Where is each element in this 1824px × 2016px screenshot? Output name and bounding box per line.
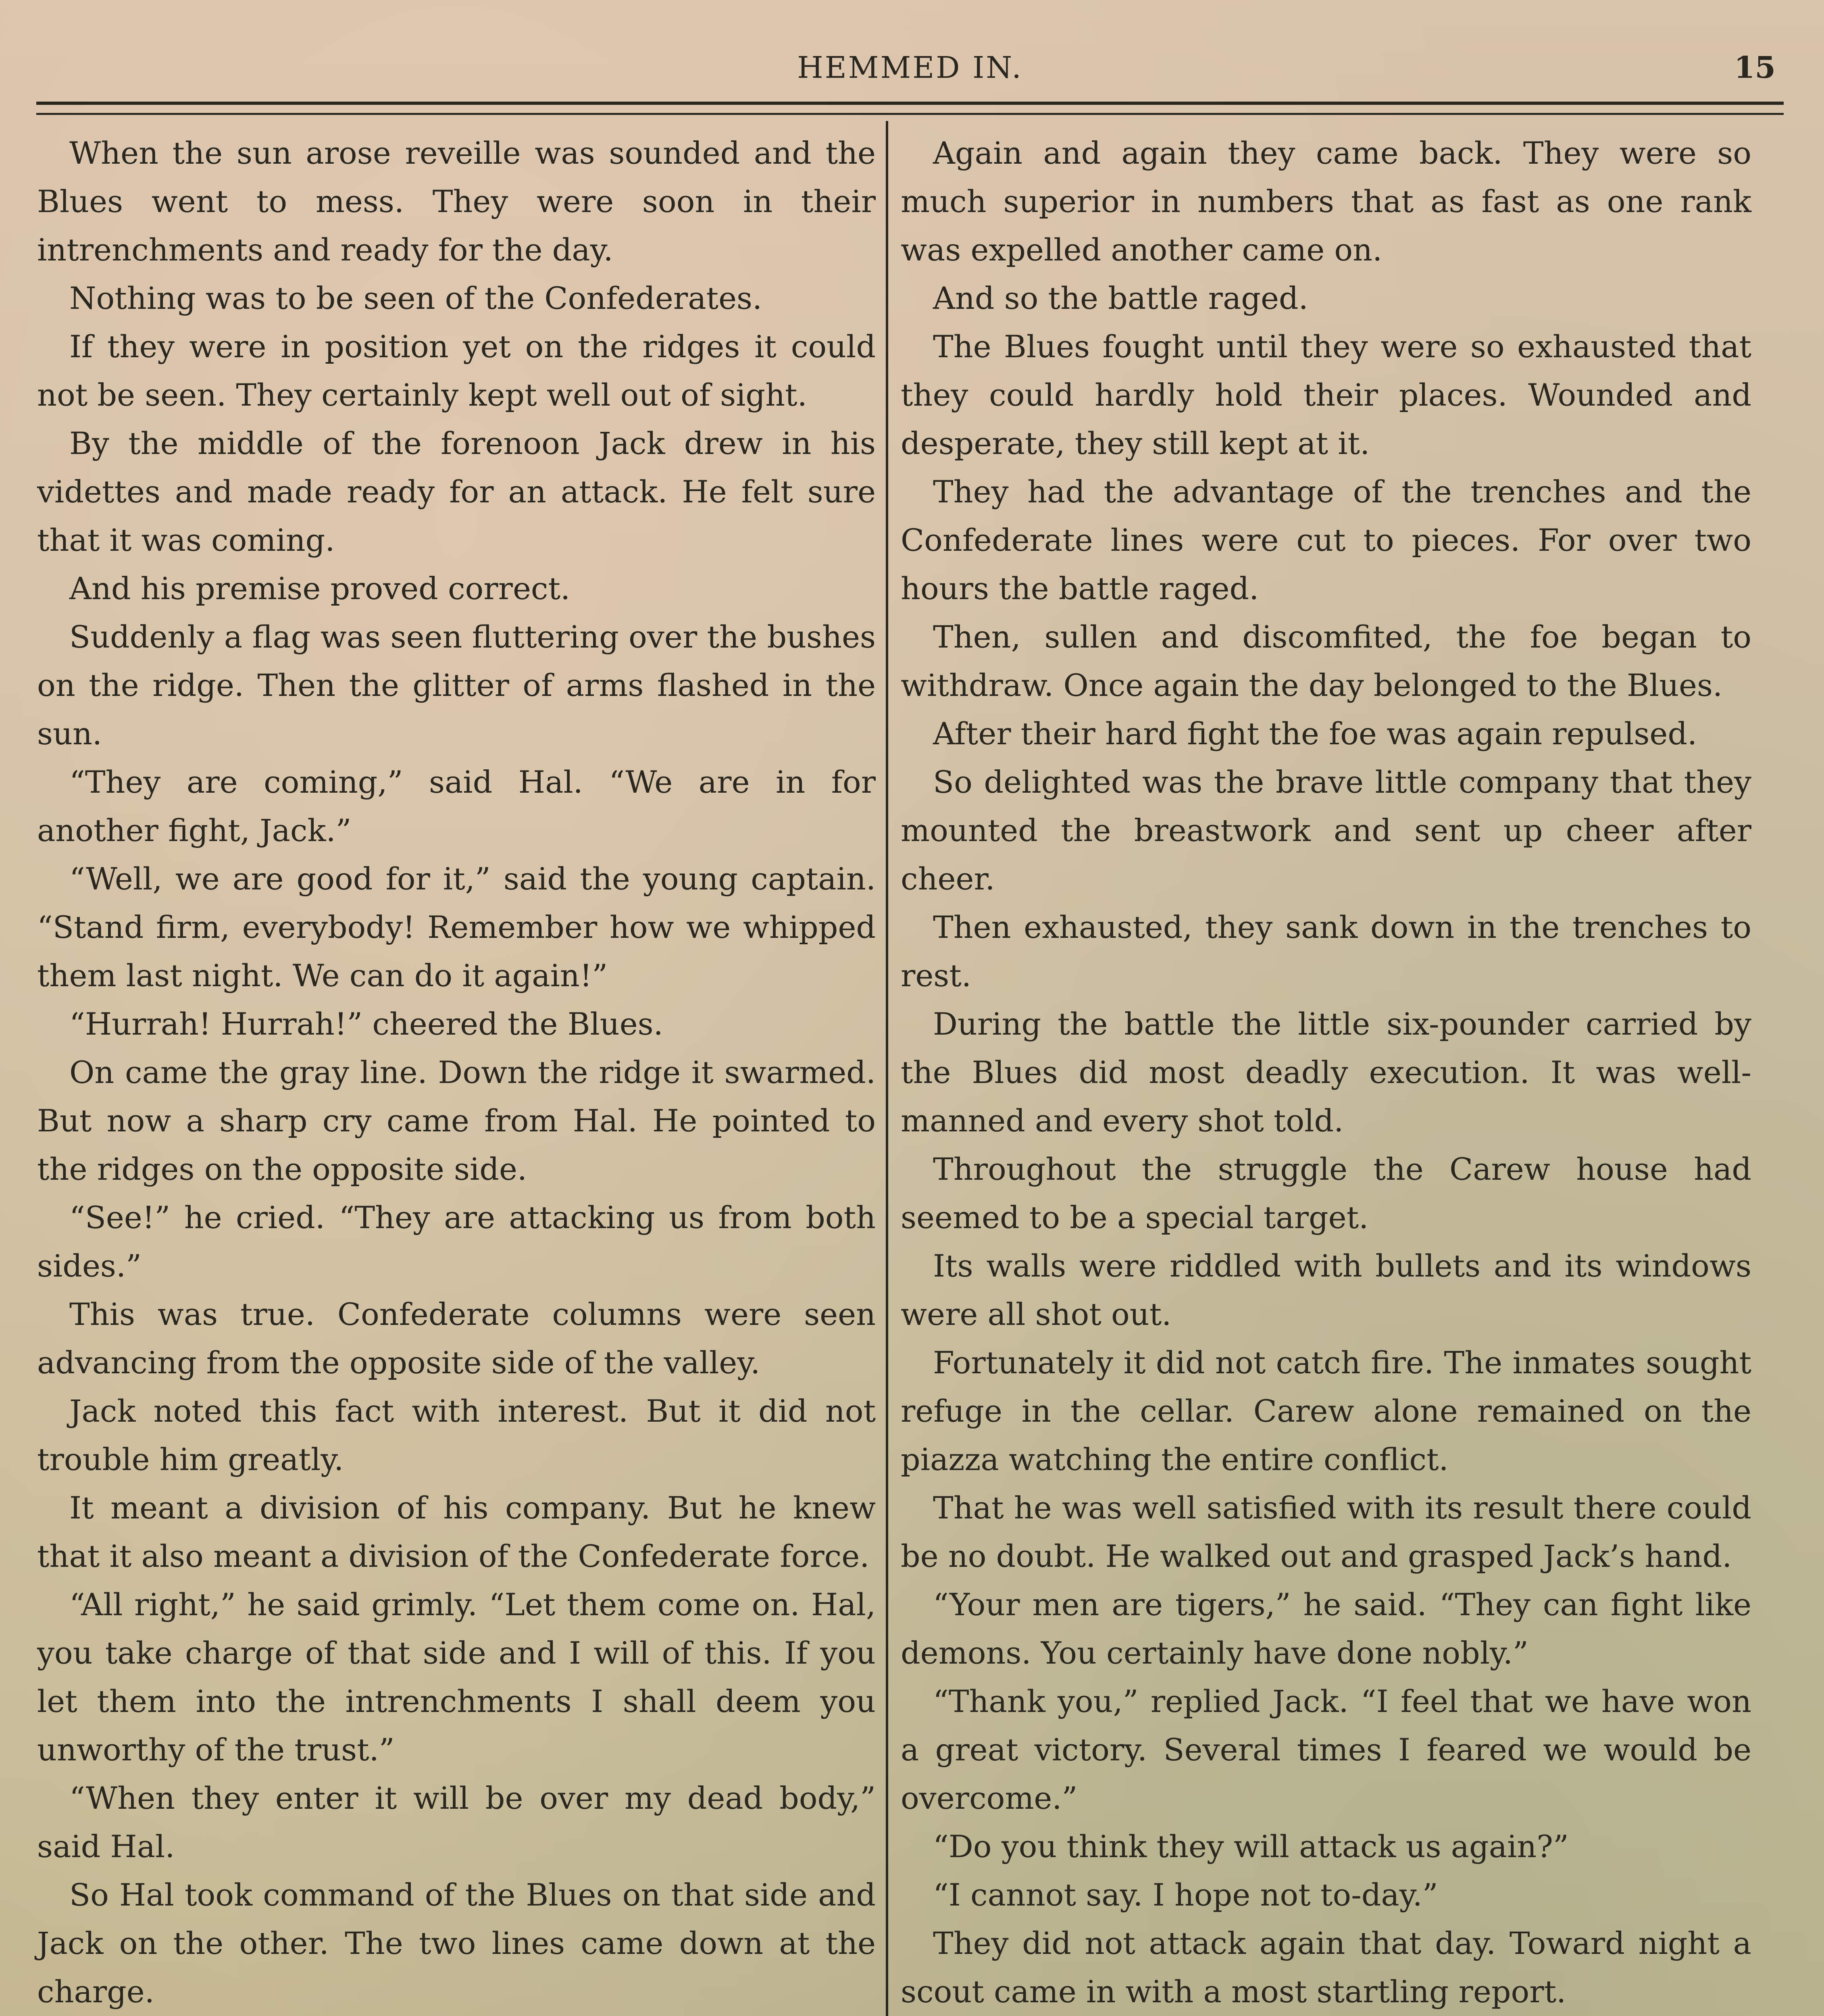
paragraph: Then, sullen and discomfited, the foe began to withdraw. Once again the day belonged to the Blues. [901,619,1751,703]
paragraph: If they were in position yet on the ridges it could not be seen. They certainly kept well out of sight. [37,329,876,413]
header-rule-thin [36,113,1784,115]
paragraph: “I cannot say. I hope not to-day.” [933,1877,1438,1913]
paragraph: After their hard fight the foe was again repulsed. [933,716,1697,752]
page-header [36,42,1784,91]
paragraph: On came the gray line. Down the ridge it swarmed. But now a sharp cry came from Hal. He pointed to the ridges on the opposite side. [37,1054,876,1187]
paragraph: “They are coming,” said Hal. “We are in for another fight, Jack.” [37,764,876,848]
header-rule-thick [36,102,1784,105]
paragraph: When the sun arose reveille was sounded and the Blues went to mess. They were soon in their intrenchments and ready for the day. [37,135,876,268]
paragraph: “Hurrah! Hurrah!” cheered the Blues. [69,1006,663,1042]
paragraph: “Do you think they will attack us again?” [933,1829,1569,1864]
left-column [37,129,876,2016]
paragraph: Suddenly a flag was seen fluttering over the bushes on the ridge. Then the glitter of arms flashed in the sun. [37,619,876,752]
paragraph: Throughout the struggle the Carew house had seemed to be a special target. [901,1151,1751,1235]
paragraph: So Hal took command of the Blues on that side and Jack on the other. The two lines came down at the charge. [37,1877,876,2010]
paragraph: Again and again they came back. They were so much superior in numbers that as fast as one rank was expelled another came on. [901,135,1751,268]
paragraph: “Well, we are good for it,” said the young captain. “Stand firm, everybody! Remember how we whipped them last night. We can do it again!” [37,861,876,993]
paragraph: This was true. Confederate columns were seen advancing from the opposite side of the valley. [37,1296,876,1381]
paragraph: By the middle of the forenoon Jack drew in his videttes and made ready for an attack. He felt sure that it was coming. [37,425,876,558]
paragraph: The Blues fought until they were so exhausted that they could hardly hold their places. Wounded and desperate, they still kept at it. [901,329,1751,461]
paragraph: Then exhausted, they sank down in the trenches to rest. [901,909,1751,993]
page-number: 15 [1734,50,1776,85]
paragraph: Fortunately it did not catch fire. The inmates sought refuge in the cellar. Carew alone remained on the piazza watching the entire conflict. [901,1345,1751,1477]
paragraph: They had the advantage of the trenches and the Confederate lines were cut to pieces. For over two hours the battle raged. [901,474,1751,606]
paragraph: So delighted was the brave little company that they mounted the breastwork and sent up cheer after cheer. [901,764,1751,897]
paragraph: And so the battle raged. [933,280,1308,316]
paragraph: “Your men are tigers,” he said. “They can fight like demons. You certainly have done nobly.” [901,1587,1751,1671]
paragraph: They did not attack again that day. Toward night a scout came in with a most startling report. [901,1925,1751,2010]
paragraph: It meant a division of his company. But he knew that it also meant a division of the Confederate force. [37,1490,876,1574]
paragraph: That he was well satisfied with its result there could be no doubt. He walked out and grasped Jack’s hand. [901,1490,1751,1574]
paragraph: Nothing was to be seen of the Confederates. [69,280,762,316]
paragraph: “All right,” he said grimly. “Let them come on. Hal, you take charge of that side and I will of this. If you let them into the intrenchments I shall deem you unworthy of the trust.” [37,1587,876,1768]
paragraph: “When they enter it will be over my dead body,” said Hal. [37,1780,876,1864]
right-column [901,129,1751,2016]
paragraph: During the battle the little six-pounder carried by the Blues did most deadly execution. It was well-manned and every shot told. [901,1006,1751,1139]
paragraph: Jack noted this fact with interest. But it did not trouble him greatly. [37,1393,876,1477]
running-title: HEMMED IN. [797,50,1023,85]
paragraph: “Thank you,” replied Jack. “I feel that we have won a great victory. Several times I feared we would be overcome.” [901,1683,1751,1816]
column-divider [886,121,888,2016]
paragraph: “See!” he cried. “They are attacking us from both sides.” [37,1200,876,1284]
paragraph: And his premise proved correct. [69,571,571,606]
paragraph: Its walls were riddled with bullets and its windows were all shot out. [901,1248,1751,1332]
